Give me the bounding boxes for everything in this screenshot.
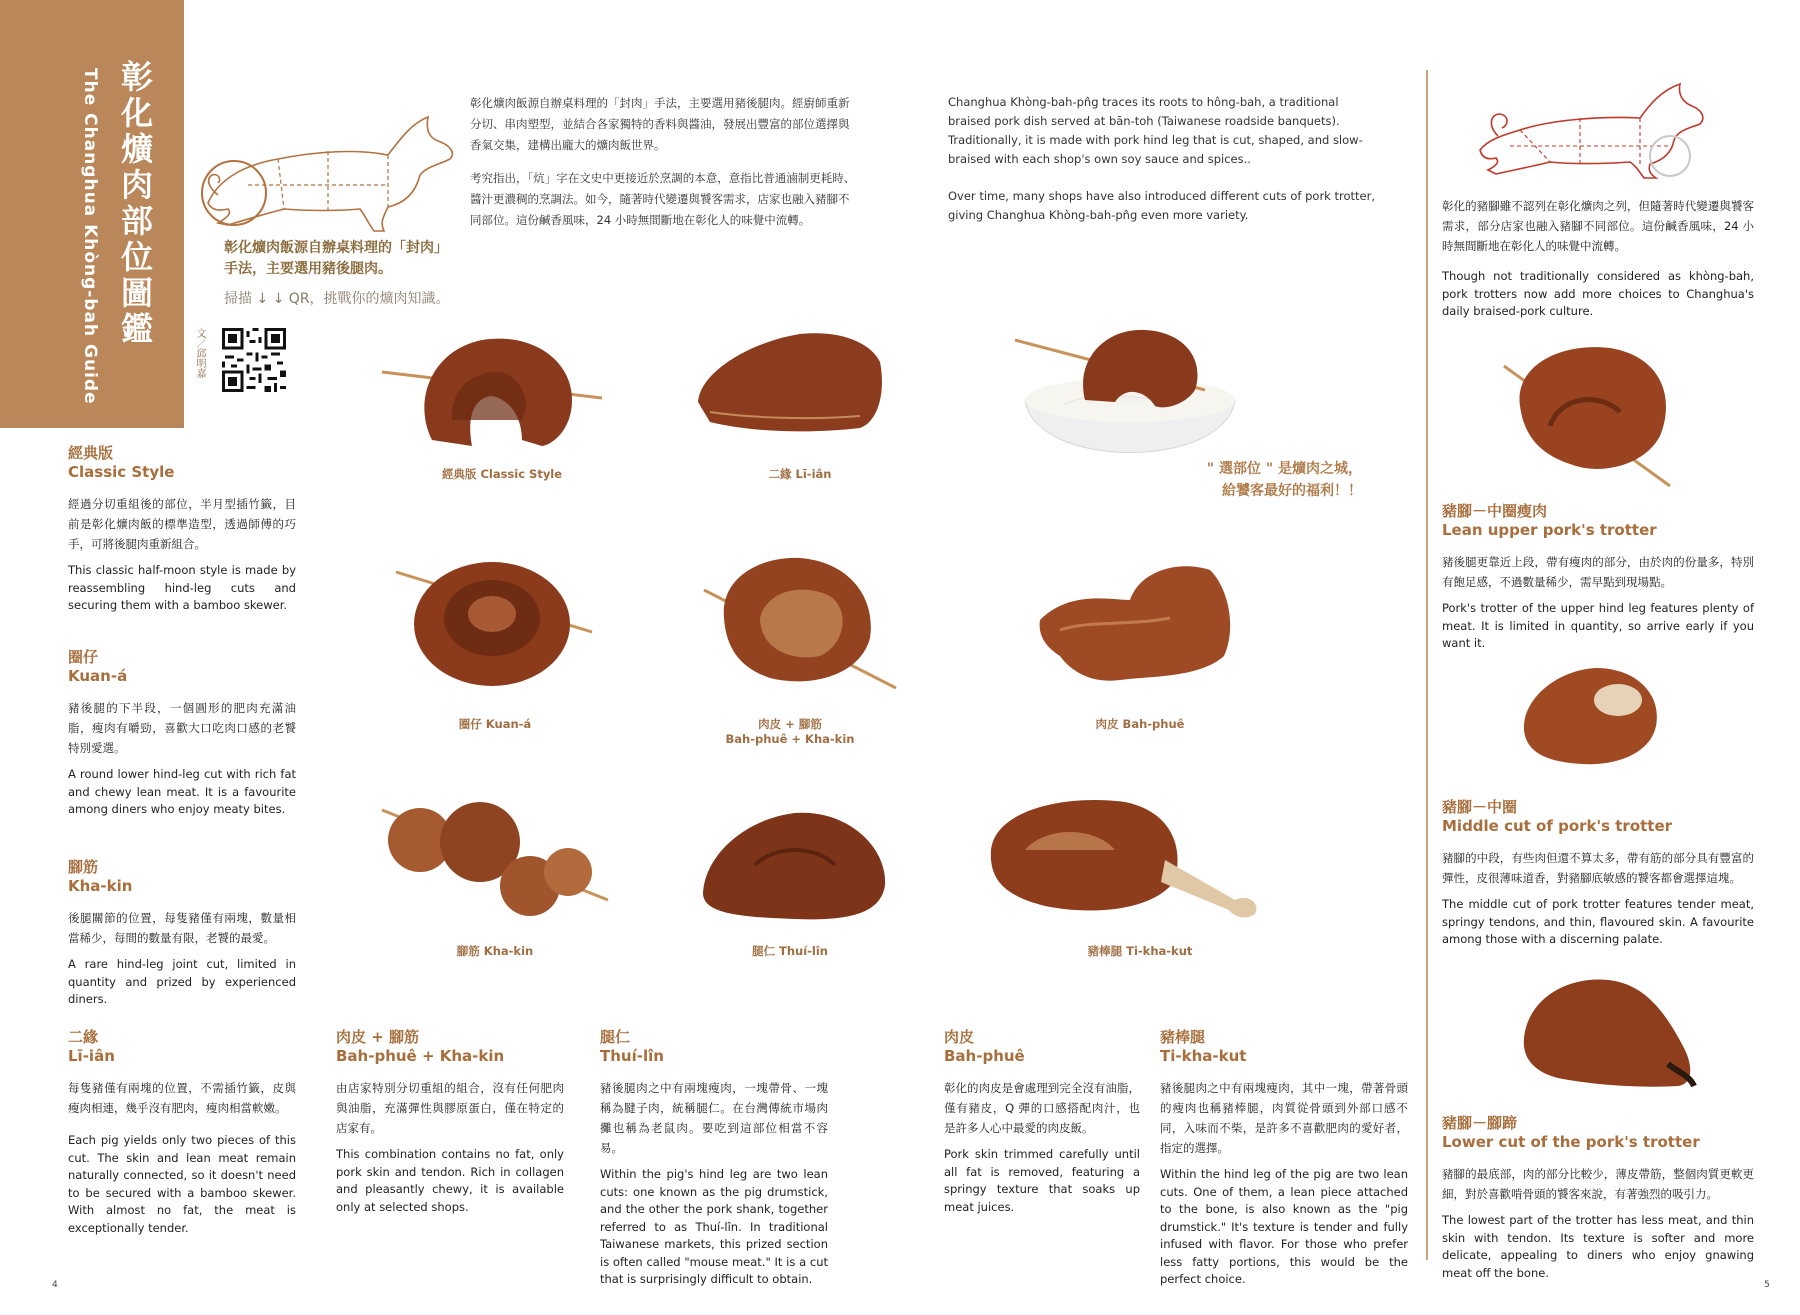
entry-middle-trotter: [1442, 798, 1754, 949]
entry-liian: [68, 1028, 296, 1237]
intro-english: [948, 93, 1378, 225]
entry-zh: 每隻豬僅有兩塊的位置，不需插竹籤，皮與瘦肉相連，幾乎沒有肥肉，瘦肉相當軟嫩。: [68, 1081, 296, 1115]
thuilin-photo: [695, 805, 895, 925]
entry-kuana: [68, 648, 296, 819]
entry-title-zh: 肉皮 + 腳筋: [336, 1028, 420, 1046]
entry-title-en: Lower cut of the pork's trotter: [1442, 1133, 1700, 1151]
caption-thuilin: 腿仁 Thuí-lîn: [751, 944, 828, 958]
title-zh: 彰化爌肉部位圖鑑: [116, 60, 154, 348]
title-en: The Changhua Khòng-bah Guide: [80, 68, 100, 405]
entry-en: Within the hind leg of the pig are two lean cuts. One of them, a lean piece attached to the bone, is also known as the "pig drumstick." It's texture is tender and fully infused with flavor. For those who prefer less fatty portions, this would be the perfect choice.: [1160, 1167, 1408, 1286]
rice-callout-line: " 選部位 " 是爌肉之城，: [1206, 461, 1362, 477]
entry-title-en: Ti-kha-kut: [1160, 1047, 1247, 1065]
entry-en: Though not traditionally considered as khòng-bah, pork trotters now add more choices to Changhua's daily braised-pork culture.: [1442, 269, 1754, 318]
classic-style-photo: [372, 320, 612, 460]
liian-photo: [690, 322, 900, 442]
entry-zh: 豬後腿肉之中有兩塊瘦肉，一塊帶骨、一塊稱為腱子肉，統稱腿仁。在台灣傳統市場肉攤也稱為老鼠肉。要吃到這部位相當不容易。: [600, 1081, 828, 1155]
caption-classic: 經典版 Classic Style: [441, 467, 563, 481]
intro-en-paragraph: Over time, many shops have also introduced different cuts of pork trotter, giving Changhua Khòng-bah-pn̂g even more variety.: [948, 189, 1375, 222]
entry-title-zh: 豬腳－腳蹄: [1442, 1114, 1518, 1132]
qr-instruction: 掃描 ↓ ↓ QR，挑戰你的爌肉知識。: [224, 291, 450, 307]
caption-kuana: 圈仔 Kuan-á: [458, 717, 532, 731]
entry-en: Pork skin trimmed carefully until all fat is removed, featuring a springy texture that soaks up meat juices.: [944, 1147, 1140, 1214]
entry-bahphue: [944, 1028, 1140, 1216]
entry-zh: 經過分切重組後的部位，半月型插竹籤，目前是彰化爌肉飯的標準造型，透過師傅的巧手，可將後腿肉重新組合。: [68, 497, 296, 551]
entry-title-zh: 圈仔: [68, 648, 99, 666]
entry-title-en: Middle cut of pork's trotter: [1442, 817, 1673, 835]
entry-zh: 豬後腿更靠近上段，帶有瘦肉的部分，由於肉的份量多，特別有飽足感，不過數量稀少，需早點到現場點。: [1442, 555, 1754, 589]
caption-tikhakut: 豬棒腿 Ti-kha-kut: [1087, 944, 1193, 958]
khakin-photo: [380, 790, 610, 930]
entry-khakin: [68, 858, 296, 1009]
entry-title-zh: 肉皮: [944, 1028, 975, 1046]
entry-zh: 彰化的豬腳雖不認列在彰化爌肉之列，但隨著時代變遷與饕客需求，部分店家也融入豬腳不同部位。這份鹹香風味，24 小時無間斷地在彰化人的味覺中流轉。: [1442, 199, 1754, 253]
entry-en: A rare hind-leg joint cut, limited in quantity and prized by experienced diners.: [68, 957, 296, 1006]
entry-title-en: Bah-phuê + Kha-kin: [336, 1047, 505, 1065]
entry-en: A round lower hind-leg cut with rich fat and chewy lean meat. It is a favourite among diners who enjoy meaty bites.: [68, 767, 296, 816]
caption-bahphue: 肉皮 Bah-phuê: [1095, 717, 1185, 731]
caption-khakin: 腳筋 Kha-kin: [456, 944, 534, 958]
qr-code-icon[interactable]: [222, 328, 286, 392]
entry-lower-trotter: [1442, 1114, 1754, 1282]
entry-zh: 豬後腿的下半段，一個圓形的肥肉充滿油脂，瘦肉有嚼勁，喜歡大口吃肉口感的老饕特別愛選。: [68, 701, 296, 755]
entry-zh: 由店家特別分切重組的組合，沒有任何肥肉與油脂，充滿彈性與膠原蛋白，僅在特定的店家有。: [336, 1081, 564, 1135]
entry-en: This combination contains no fat, only pork skin and tendon. Rich in collagen and pleasantly chewy, it is available only at selected shops.: [336, 1147, 564, 1214]
column-divider: [1426, 70, 1428, 1260]
entry-zh: 豬腳的中段，有些肉但還不算太多，帶有筋的部分具有豐富的彈性，皮很薄味道香，對豬腳底敏感的饕客都會選擇這塊。: [1442, 851, 1754, 885]
bahphue-photo: [1030, 560, 1240, 690]
entry-en: Within the pig's hind leg are two lean cuts: one known as the pig drumstick, and the other the pork shank, together referred to as Thuí-lîn. In traditional Taiwanese markets, this prized section is often called "mouse meat." It is a cut that is surprisingly difficult to obtain.: [600, 1167, 828, 1286]
entry-title-zh: 豬腳－中圈瘦肉: [1442, 502, 1548, 520]
entry-zh: 豬腳的最底部，肉的部分比較少，薄皮帶筋，整個肉質更軟更細，對於喜歡啃骨頭的饕客來說，有著強烈的吸引力。: [1442, 1167, 1754, 1201]
entry-en: Each pig yields only two pieces of this cut. The skin and lean meat remain naturally connected, so it doesn't need to be secured with a bamboo skewer. With almost no fat, the meat is exceptionally tender.: [68, 1133, 296, 1235]
entry-en: Pork's trotter of the upper hind leg features plenty of meat. It is limited in quantity, so arrive early if you want it.: [1442, 601, 1754, 650]
entry-title-zh: 二緣: [68, 1028, 99, 1046]
lower-trotter-photo: [1518, 968, 1698, 1098]
entry-title-zh: 豬腳－中圈: [1442, 798, 1518, 816]
caption-liian: 二緣 Lī-iân: [768, 467, 832, 481]
entry-zh: 彰化的肉皮是會處理到完全沒有油脂，僅有豬皮，Q 彈的口感搭配肉汁，也是許多人心中最愛的肉皮飯。: [944, 1081, 1140, 1135]
intro-en-paragraph: Changhua Khòng-bah-pn̂g traces its roots to hông-bah, a traditional braised pork dish served at bān-toh (Taiwanese roadside banquets). Traditionally, it is made with pork hind leg that is cut, shaped, and slow-braised with each shop's own soy sauce and spices..: [948, 95, 1363, 166]
origin-callout: [224, 238, 464, 280]
entry-en: The middle cut of pork trotter features tender meat, springy tendons, and thin, flavoured skin. A favourite among those with a discerning palate.: [1442, 897, 1754, 946]
entry-title-en: Thuí-lîn: [600, 1047, 664, 1065]
caption-line: 肉皮 + 腳筋: [758, 717, 822, 731]
pig-trotter-diagram-icon: [1470, 70, 1710, 180]
entry-en: The lowest part of the trotter has less meat, and thin skin with tendon. Its texture is softer and more delicate, appealing to diners who enjoy gnawing meat off the bone.: [1442, 1213, 1754, 1280]
intro-zh-paragraph: 考究指出，「炕」字在文史中更接近於烹調的本意，意指比普通滷制更耗時、醬汁更濃稠的烹調法。如今，隨著時代變遷與饕客需求，店家也融入豬腳不同部位。這份鹹香風味，24 小時無間斷地在彰化人的味覺中流轉。: [470, 171, 856, 227]
page-number-right: 5: [1764, 1280, 1770, 1290]
entry-trotter-intro: [1442, 196, 1754, 321]
entry-title-en: Kha-kin: [68, 877, 133, 895]
entry-bahphue-khakin: [336, 1028, 564, 1216]
entry-title-en: Lī-iân: [68, 1047, 115, 1065]
entry-classic: [68, 444, 296, 615]
entry-upper-trotter: [1442, 502, 1754, 653]
intro-zh-paragraph: 彰化爌肉飯源自辦桌料理的「封肉」手法，主要選用豬後腿肉。經廚師重新分切、串肉塑型，並結合各家獨特的香料與醬油，發展出豐富的部位選擇與香氣交集，建構出龐大的爌肉飯世界。: [470, 96, 850, 152]
entry-title-zh: 腳筋: [68, 858, 99, 876]
page-number-left: 4: [52, 1280, 58, 1290]
entry-title-zh: 經典版: [68, 444, 114, 462]
callout-line: 彰化爌肉飯源自辦桌料理的「封肉」: [224, 240, 448, 256]
author-credit: 文／邱明嘉: [194, 328, 205, 378]
caption-bahphue-khakin: [720, 717, 860, 747]
entry-tikhakut: [1160, 1028, 1408, 1289]
caption-line: Bah-phuê + Kha-kin: [725, 732, 855, 746]
entry-thuilin: [600, 1028, 828, 1289]
entry-title-zh: 豬棒腿: [1160, 1028, 1206, 1046]
rice-callout-line: 給饕客最好的福利！！: [1222, 483, 1362, 499]
pig-cut-diagram-icon: [188, 95, 458, 245]
bahphue-khakin-photo: [700, 548, 900, 698]
tikhakut-photo: [985, 790, 1265, 930]
kuana-photo: [392, 552, 602, 702]
callout-line: 手法，主要選用豬後腿肉。: [224, 261, 392, 277]
entry-zh: 豬後腿肉之中有兩塊瘦肉，其中一塊，帶著骨頭的瘦肉也稱豬棒腿，肉質從骨頭到外部口感不同，入味而不柴，是許多不喜歡肥肉的愛好者，指定的選擇。: [1160, 1081, 1408, 1155]
entry-title-en: Kuan-á: [68, 667, 128, 685]
upper-trotter-photo: [1500, 336, 1680, 496]
rice-callout: [1162, 458, 1362, 502]
entry-title-en: Classic Style: [68, 463, 175, 481]
entry-zh: 後腿關節的位置，每隻豬僅有兩塊，數量相當稀少，每間的數量有限，老饕的最愛。: [68, 911, 296, 945]
entry-title-zh: 腿仁: [600, 1028, 631, 1046]
entry-title-en: Bah-phuê: [944, 1047, 1025, 1065]
intro-chinese: [470, 93, 860, 231]
entry-en: This classic half-moon style is made by reassembling hind-leg cuts and securing them with a bamboo skewer.: [68, 563, 296, 612]
entry-title-en: Lean upper pork's trotter: [1442, 521, 1657, 539]
middle-trotter-photo: [1516, 660, 1666, 770]
